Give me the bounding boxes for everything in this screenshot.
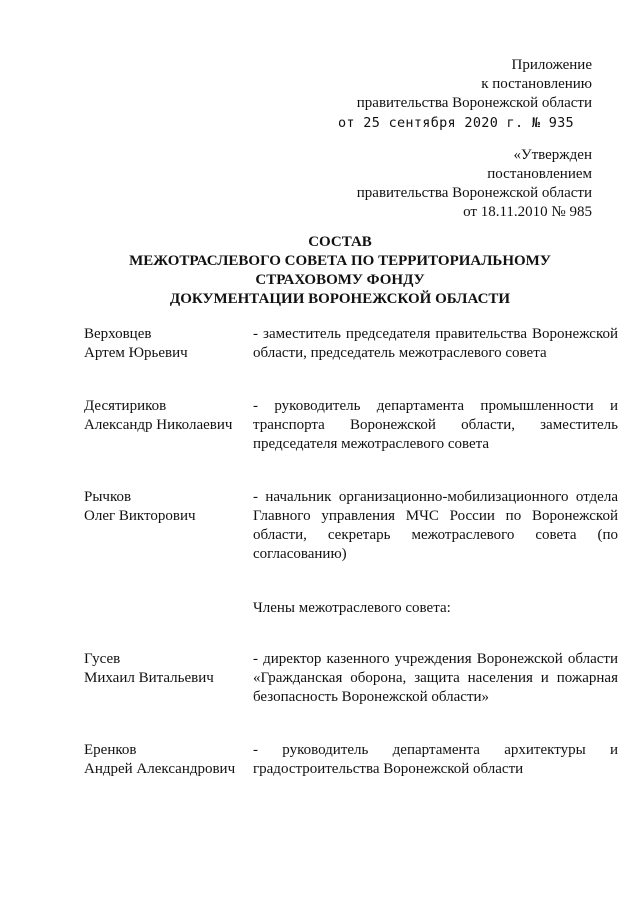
surname: Десятириков (84, 398, 167, 414)
given-names: Олег Викторович (84, 508, 196, 524)
surname: Рычков (84, 489, 132, 505)
person-name (84, 741, 249, 779)
document-title (60, 233, 620, 309)
surname: Еренков (84, 742, 137, 758)
members-heading: Члены межотраслевого совета: (253, 600, 451, 616)
person-role: - заместитель председателя правительства Воронежской области, председатель межотраслевого совета (253, 326, 618, 361)
person-role: - руководитель департамента промышленности и транспорта Воронежской области, заместитель председателя межотраслевого совета (253, 398, 618, 452)
person-role: - директор казенного учреждения Воронежской области «Гражданская оборона, защита населения и пожарная безопасность Воронежской области» (253, 651, 618, 705)
approved-line: правительства Воронежской области (356, 185, 592, 201)
given-names: Артем Юрьевич (84, 345, 188, 361)
approved-line: «Утвержден (513, 147, 592, 163)
title-line: СОСТАВ (308, 234, 372, 250)
approved-block (357, 146, 592, 222)
surname: Гусев (84, 651, 121, 667)
given-names: Александр Николаевич (84, 417, 233, 433)
appendix-block (357, 56, 592, 113)
person-name (84, 488, 249, 526)
title-line: ДОКУМЕНТАЦИИ ВОРОНЕЖСКОЙ ОБЛАСТИ (169, 291, 511, 307)
title-line: МЕЖОТРАСЛЕВОГО СОВЕТА ПО ТЕРРИТОРИАЛЬНОМУ (129, 253, 551, 269)
person-role: - руководитель департамента архитектуры и градостроительства Воронежской области (253, 742, 618, 777)
date-number-stamp: от 25 сентября 2020 г. № 935 (338, 115, 574, 131)
person-name (84, 397, 249, 435)
given-names: Андрей Александрович (84, 761, 236, 777)
approved-line: постановлением (487, 166, 592, 182)
person-name (84, 325, 249, 363)
approved-line: от 18.11.2010 № 985 (463, 204, 592, 220)
person-role: - начальник организационно-мобилизационного отдела Главного управления МЧС России по Воронежской области, секретарь межотраслевого совета (по согласованию) (253, 489, 618, 562)
title-line: СТРАХОВОМУ ФОНДУ (255, 272, 425, 288)
person-name (84, 650, 249, 688)
surname: Верховцев (84, 326, 152, 342)
appendix-line: правительства Воронежской области (356, 95, 592, 111)
appendix-line: Приложение (511, 57, 592, 73)
appendix-line: к постановлению (481, 76, 592, 92)
given-names: Михаил Витальевич (84, 670, 214, 686)
